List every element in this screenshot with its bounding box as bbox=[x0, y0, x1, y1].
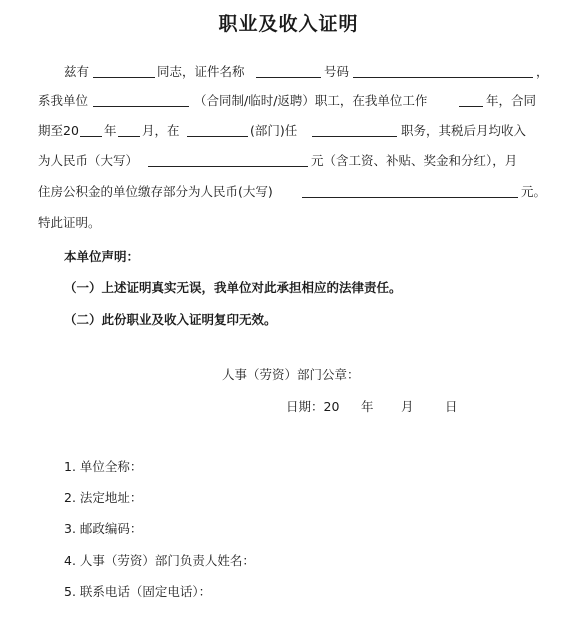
field-line-1 bbox=[0, 457, 577, 477]
id-number-blank[interactable] bbox=[353, 77, 533, 78]
text-year: 年 bbox=[104, 123, 117, 138]
paragraph-line-5 bbox=[0, 182, 577, 202]
name-blank[interactable] bbox=[93, 77, 155, 78]
paragraph-line-3 bbox=[0, 121, 577, 141]
employment-type-blank[interactable] bbox=[93, 106, 189, 107]
text-employment: （合同制/临时/返聘）职工，在我单位工作 bbox=[194, 93, 428, 108]
declaration-item-2-line bbox=[0, 310, 577, 330]
declaration-item-1-line bbox=[0, 278, 577, 298]
text-housing-fund: 住房公积金的单位缴存部分为人民币(大写) bbox=[38, 184, 273, 199]
text-zhiyou: 兹有 bbox=[64, 64, 90, 79]
id-type-blank[interactable] bbox=[256, 77, 321, 78]
declaration-heading: 本单位声明： bbox=[64, 249, 140, 264]
date-line bbox=[0, 397, 577, 417]
contract-month-blank[interactable] bbox=[118, 136, 140, 137]
field-line-5 bbox=[0, 582, 577, 602]
text-haoma: 号码 bbox=[324, 64, 350, 79]
field-hr-head-name: 4. 人事（劳资）部门负责人姓名： bbox=[64, 553, 255, 568]
housing-fund-blank[interactable] bbox=[302, 197, 518, 198]
text-nian-hetong: 年，合同 bbox=[486, 93, 537, 108]
department-blank[interactable] bbox=[187, 136, 248, 137]
text-renminbi: 为人民币（大写） bbox=[38, 153, 139, 168]
date-year: 年 bbox=[361, 399, 374, 414]
field-phone: 5. 联系电话（固定电话）： bbox=[64, 584, 212, 599]
field-line-4 bbox=[0, 551, 577, 571]
paragraph-line-1 bbox=[0, 62, 577, 82]
text-yue-zai: 月，在 bbox=[142, 123, 180, 138]
text-income-detail: 元（含工资、补贴、奖金和分红），月 bbox=[311, 153, 518, 168]
text-zhiwu: 职务，其税后月均收入 bbox=[401, 123, 527, 138]
paragraph-line-6 bbox=[0, 213, 577, 233]
years-blank[interactable] bbox=[459, 106, 483, 107]
field-line-3 bbox=[0, 519, 577, 539]
monthly-income-blank[interactable] bbox=[148, 166, 308, 167]
text-bumen-ren: (部门)任 bbox=[250, 123, 298, 138]
document-title: 职业及收入证明 bbox=[218, 13, 359, 35]
field-company-name: 1. 单位全称： bbox=[64, 459, 143, 474]
field-postal-code: 3. 邮政编码： bbox=[64, 521, 143, 536]
field-legal-address: 2. 法定地址： bbox=[64, 490, 143, 505]
date-day: 日 bbox=[445, 399, 458, 414]
seal-line bbox=[0, 365, 577, 385]
text-tongzhi: 同志，证件名称 bbox=[157, 64, 245, 79]
paragraph-line-4 bbox=[0, 151, 577, 171]
text-comma: ， bbox=[536, 64, 549, 79]
declaration-item-1: （一）上述证明真实无误，我单位对此承担相应的法律责任。 bbox=[64, 280, 402, 295]
date-label: 日期：20 bbox=[286, 399, 340, 414]
seal-label: 人事（劳资）部门公章： bbox=[222, 367, 360, 382]
declaration-item-2: （二）此份职业及收入证明复印无效。 bbox=[64, 312, 277, 327]
field-line-2 bbox=[0, 488, 577, 508]
text-certify: 特此证明。 bbox=[38, 215, 101, 230]
paragraph-line-2 bbox=[0, 91, 577, 111]
date-month: 月 bbox=[401, 399, 414, 414]
declaration-heading-line bbox=[0, 247, 577, 267]
text-yuan: 元。 bbox=[521, 184, 547, 199]
text-xiwodanwei: 系我单位 bbox=[38, 93, 89, 108]
contract-year-blank[interactable] bbox=[80, 136, 102, 137]
position-blank[interactable] bbox=[312, 136, 397, 137]
text-qizhi: 期至20 bbox=[38, 123, 79, 138]
